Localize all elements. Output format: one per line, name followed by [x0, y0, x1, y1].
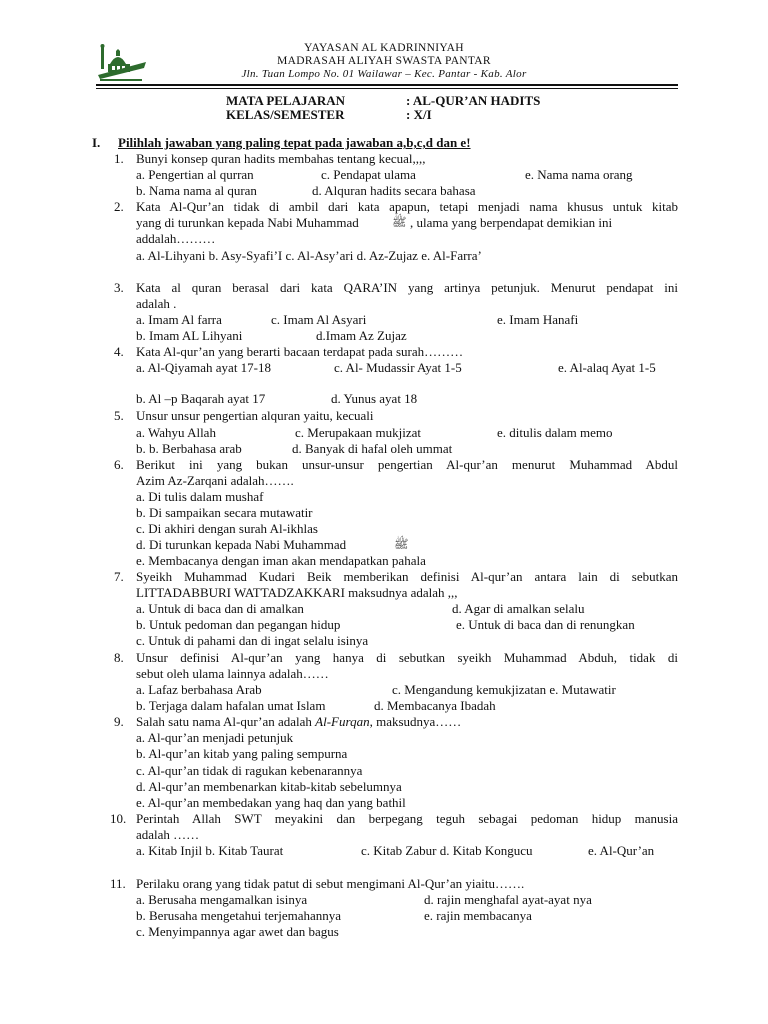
q4-number: 4.	[114, 344, 124, 359]
q11-option-e: e. rajin membacanya	[424, 908, 532, 923]
q9-option-c: c. Al-qur’an tidak di ragukan kebenarannya	[136, 763, 363, 778]
q3-option-e: e. Imam Hanafi	[497, 312, 579, 327]
q6-option-d: d. Di turunkan kepada Nabi Muhammad	[136, 537, 347, 552]
q7-text-line1: Syeikh Muhammad Kudari Beik memberikan definisi Al-qur’an antara lain di sebutkan	[136, 569, 678, 584]
q7-number: 7.	[114, 569, 124, 584]
header-rule-thin	[96, 88, 678, 89]
q2-text-line3: addalah………	[136, 231, 216, 246]
q11-option-a: a. Berusaha mengamalkan isinya	[136, 892, 308, 907]
q6-option-b: b. Di sampaikan secara mutawatir	[136, 505, 313, 520]
subject-label: MATA PELAJARAN	[226, 93, 346, 108]
q1-text: Bunyi konsep quran hadits membahas tentang kecual,,,,	[136, 151, 426, 166]
foundation-name: YAYASAN AL KADRINNIYAH	[304, 42, 464, 54]
q11-text: Perilaku orang yang tidak patut di sebut mengimani Al-Qur’an yiaitu…….	[136, 876, 525, 891]
q3-option-a: a. Imam Al farra	[136, 312, 222, 327]
subject-value: : AL-QUR’AN HADITS	[406, 93, 541, 108]
school-name: MADRASAH ALIYAH SWASTA PANTAR	[277, 55, 491, 67]
q8-text-line2: sebut oleh ulama lainnya adalah……	[136, 666, 329, 681]
q7-option-c: c. Untuk di pahami dan di ingat selalu isinya	[136, 633, 369, 648]
q10-text-line2: adalah ……	[136, 827, 200, 842]
q5-option-a: a. Wahyu Allah	[136, 425, 216, 440]
q3-text-line1: Kata al quran berasal dari kata QARA’IN yang artinya petunjuk. Menurut pendapat ini	[136, 280, 678, 295]
q11-option-d: d. rajin menghafal ayat-ayat nya	[424, 892, 592, 907]
q1-option-b: b. Nama nama al quran	[136, 183, 257, 198]
q6-option-c: c. Di akhiri dengan surah Al-ikhlas	[136, 521, 318, 536]
q2-text-line1: Kata Al-Qur’an tidak di ambil dari kata apapun, tetapi menjadi nama khusus untuk kitab	[136, 199, 678, 214]
q5-option-b: b. b. Berbahasa arab	[136, 441, 242, 456]
saw-symbol-q6: ﷺ	[394, 537, 409, 551]
q4-option-c: c. Al- Mudassir Ayat 1-5	[334, 360, 462, 375]
q10-number: 10.	[110, 811, 127, 826]
q5-option-c: c. Merupakaan mukjizat	[295, 425, 421, 440]
q6-text-line2: Azim Az-Zarqani adalah…….	[136, 473, 294, 488]
q3-option-c: c. Imam Al Asyari	[271, 312, 367, 327]
q2-text-line2b: , ulama yang berpendapat demikian ini	[410, 215, 613, 230]
q7-option-d: d. Agar di amalkan selalu	[452, 601, 585, 616]
q7-option-a: a. Untuk di baca dan di amalkan	[136, 601, 304, 616]
school-address: Jln. Tuan Lompo No. 01 Wailawar – Kec. Pantar - Kab. Alor	[241, 68, 527, 80]
q2-number: 2.	[114, 199, 124, 214]
q11-number: 11.	[110, 876, 126, 891]
q9-option-b: b. Al-qur’an kitab yang paling sempurna	[136, 746, 348, 761]
q8-number: 8.	[114, 650, 124, 665]
q8-option-a: a. Lafaz berbahasa Arab	[136, 682, 262, 697]
q5-number: 5.	[114, 408, 124, 423]
q9-option-d: d. Al-qur’an membenarkan kitab-kitab sebelumnya	[136, 779, 402, 794]
q2-options: a. Al-Lihyani b. Asy-Syafi’I c. Al-Asy’ari d. Az-Zujaz e. Al-Farra’	[136, 248, 482, 263]
q6-option-a: a. Di tulis dalam mushaf	[136, 489, 264, 504]
q7-option-b: b. Untuk pedoman dan pegangan hidup	[136, 617, 341, 632]
q8-option-b: b. Terjaga dalam hafalan umat Islam	[136, 698, 326, 713]
q8-text-line1: Unsur definisi Al-qur’an yang hanya di sebutkan syeikh Muhammad Abduh, tidak di	[136, 650, 678, 665]
q6-number: 6.	[114, 457, 124, 472]
q7-option-e: e. Untuk di baca dan di renungkan	[456, 617, 635, 632]
q2-text-line2a: yang di turunkan kepada Nabi Muhammad	[136, 215, 359, 230]
q4-option-a: a. Al-Qiyamah ayat 17-18	[136, 360, 272, 375]
q5-option-d: d. Banyak di hafal oleh ummat	[292, 441, 453, 456]
q1-option-d: d. Alquran hadits secara bahasa	[312, 183, 476, 198]
q11-option-b: b. Berusaha mengetahui terjemahannya	[136, 908, 342, 923]
q4-option-e: e. Al-alaq Ayat 1-5	[558, 360, 656, 375]
q1-option-e: e. Nama nama orang	[525, 167, 633, 182]
q9-number: 9.	[114, 714, 124, 729]
q11-option-c: c. Menyimpannya agar awet dan bagus	[136, 924, 339, 939]
header-rule-thick	[96, 84, 678, 86]
q3-option-d: d.Imam Az Zujaz	[316, 328, 407, 343]
class-value: : X/I	[406, 107, 432, 122]
q1-option-a: a. Pengertian al qurran	[136, 167, 254, 182]
q3-text-line2: adalah .	[136, 296, 177, 311]
q9-option-a: a. Al-qur’an menjadi petunjuk	[136, 730, 294, 745]
q4-option-b: b. Al –p Baqarah ayat 17	[136, 391, 266, 406]
q4-text: Kata Al-qur’an yang berarti bacaan terdapat pada surah………	[136, 344, 464, 359]
q9-text-italic: Al-Furqan	[315, 714, 370, 729]
q5-text: Unsur unsur pengertian alquran yaitu, kecuali	[136, 408, 374, 423]
class-label: KELAS/SEMESTER	[226, 107, 345, 122]
q3-option-b: b. Imam AL Lihyani	[136, 328, 243, 343]
q10-text-line1: Perintah Allah SWT meyakini dan berpegang teguh sebagai pedoman hidup manusia	[136, 811, 678, 826]
q3-number: 3.	[114, 280, 124, 295]
q9-text-post: , maksudnya……	[369, 714, 462, 729]
q1-number: 1.	[114, 151, 124, 166]
q10-option-cd: c. Kitab Zabur d. Kitab Kongucu	[361, 843, 533, 858]
q4-option-d: d. Yunus ayat 18	[331, 391, 418, 406]
q9-text-pre: Salah satu nama Al-qur’an adalah	[136, 714, 316, 729]
q9-option-e: e. Al-qur’an membedakan yang haq dan yang bathil	[136, 795, 406, 810]
q5-option-e: e. ditulis dalam memo	[497, 425, 613, 440]
q9-text	[136, 714, 461, 730]
q8-option-c: c. Mengandung kemukjizatan e. Mutawatir	[392, 682, 616, 697]
q10-option-e: e. Al-Qur’an	[588, 843, 655, 858]
saw-symbol-q2: ﷺ	[392, 215, 407, 229]
section-instruction: Pilihlah jawaban yang paling tepat pada jawaban a,b,c,d dan e!	[118, 135, 471, 150]
q8-option-d: d. Membacanya Ibadah	[374, 698, 496, 713]
q6-text-line1: Berikut ini yang bukan unsur-unsur pengertian Al-qur’an menurut Muhammad Abdul	[136, 457, 678, 472]
q1-option-c: c. Pendapat ulama	[321, 167, 416, 182]
section-number: I.	[92, 135, 101, 150]
q6-option-e: e. Membacanya dengan iman akan mendapatkan pahala	[136, 553, 426, 568]
q7-text-line2: LITTADABBURI WATTADZAKKARI maksudnya adalah ,,,	[136, 585, 458, 600]
q10-option-ab: a. Kitab Injil b. Kitab Taurat	[136, 843, 284, 858]
